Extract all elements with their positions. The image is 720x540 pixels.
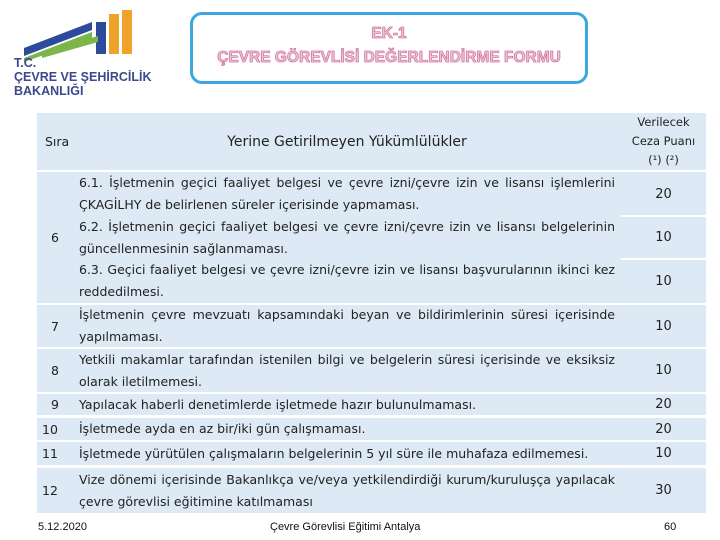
header-no: Sıra	[45, 134, 70, 149]
row-item-text: Yetkili makamlar tarafından istenilen bilgi ve belgelerin süresi içerisinde ve eksiksiz olarak iletilmemesi.	[79, 351, 615, 389]
header-item: Yerine Getirilmeyen Yükümlülükler	[227, 133, 467, 150]
table-row	[37, 172, 706, 303]
header-points-line-1: Verilecek	[637, 115, 690, 129]
footer-page-number: 60	[664, 521, 677, 533]
ministry-line-1: T.C.	[14, 56, 37, 70]
table-row	[37, 468, 706, 513]
row-points-value: 10	[655, 318, 672, 334]
row-points	[621, 259, 706, 303]
row-points-value: 10	[655, 363, 672, 378]
row-points	[621, 442, 706, 465]
row-points-value: 10	[655, 273, 672, 289]
header-points	[621, 113, 706, 170]
row-item-text: 6.3. Geçici faaliyet belgesi ve çevre izni/çevre izin ve lisansı başvurularının ikinci kez reddedilmesi.	[79, 262, 615, 299]
row-points-value: 20	[655, 186, 672, 202]
table-row	[37, 418, 706, 440]
form-title-box	[190, 12, 588, 84]
table-row	[37, 349, 706, 392]
row-item-text: Yapılacak haberli denetimlerde işletmede hazır bulunulmaması.	[79, 396, 477, 412]
row-item-text: İşletmede yürütülen çalışmaların belgelerinin 5 yıl süre ile muhafaza edilmemesi.	[79, 445, 589, 461]
row-no: 11	[42, 446, 58, 461]
row-points	[621, 172, 706, 216]
header-points-line-3: (¹) (²)	[648, 153, 679, 167]
table-row	[37, 442, 706, 465]
row-no: 7	[51, 318, 59, 334]
row-no: 10	[42, 421, 58, 437]
divider	[621, 258, 706, 260]
row-points-value: 30	[655, 483, 672, 498]
divider	[621, 215, 706, 217]
row-items	[77, 172, 617, 303]
ministry-line-3: BAKANLIĞI	[14, 84, 84, 98]
form-title-line-1: EK-1	[371, 25, 407, 42]
row-item-text: İşletmenin çevre mevzuatı kapsamındaki beyan ve bildirimlerinin süresi içerisinde yapılmaması.	[79, 307, 615, 344]
footer-center-text: Çevre Görevlisi Eğitimi Antalya	[270, 521, 421, 533]
row-no: 6	[51, 230, 59, 245]
ministry-line-2: ÇEVRE VE ŞEHİRCİLİK	[14, 70, 152, 84]
footer-date: 5.12.2020	[38, 521, 87, 533]
row-points-value: 20	[655, 397, 672, 412]
form-title-line-2: ÇEVRE GÖREVLİSİ DEĞERLENDİRME FORMU	[217, 49, 561, 66]
row-points	[621, 349, 706, 392]
row-points	[621, 305, 706, 347]
table-header-row	[37, 113, 706, 170]
row-points-value: 10	[655, 446, 672, 461]
row-item-text: Vize dönemi içerisinde Bakanlıkça ve/veya yetkilendirdiği kurum/kuruluşça yapılacak çevre görevlisi eğitimine katılmaması	[79, 471, 615, 509]
row-points	[621, 394, 706, 415]
header-points-line-2: Ceza Puanı	[631, 134, 696, 148]
row-item-text: 6.2. İşletmenin geçici faaliyet belgesi ve çevre izni/çevre izin ve lisansı belgelerinin güncellenmesinin sağlanmaması.	[79, 219, 615, 256]
row-points-value: 20	[655, 421, 672, 437]
row-no: 9	[51, 397, 59, 412]
table-row	[37, 305, 706, 347]
ministry-name	[14, 56, 152, 98]
row-points	[621, 418, 706, 440]
row-points	[621, 216, 706, 259]
row-item-text: İşletmede ayda en az bir/iki gün çalışmaması.	[79, 421, 366, 437]
row-points-value: 10	[655, 230, 672, 245]
row-no: 12	[42, 483, 58, 498]
row-points	[621, 468, 706, 513]
row-item-text: 6.1. İşletmenin geçici faaliyet belgesi ve çevre izni/çevre izin ve lisansı işlemlerini ÇKAGİLHY de belirlenen süreler içerisinde yapmaması.	[79, 175, 615, 212]
row-no: 8	[51, 363, 59, 378]
table-row	[37, 394, 706, 415]
